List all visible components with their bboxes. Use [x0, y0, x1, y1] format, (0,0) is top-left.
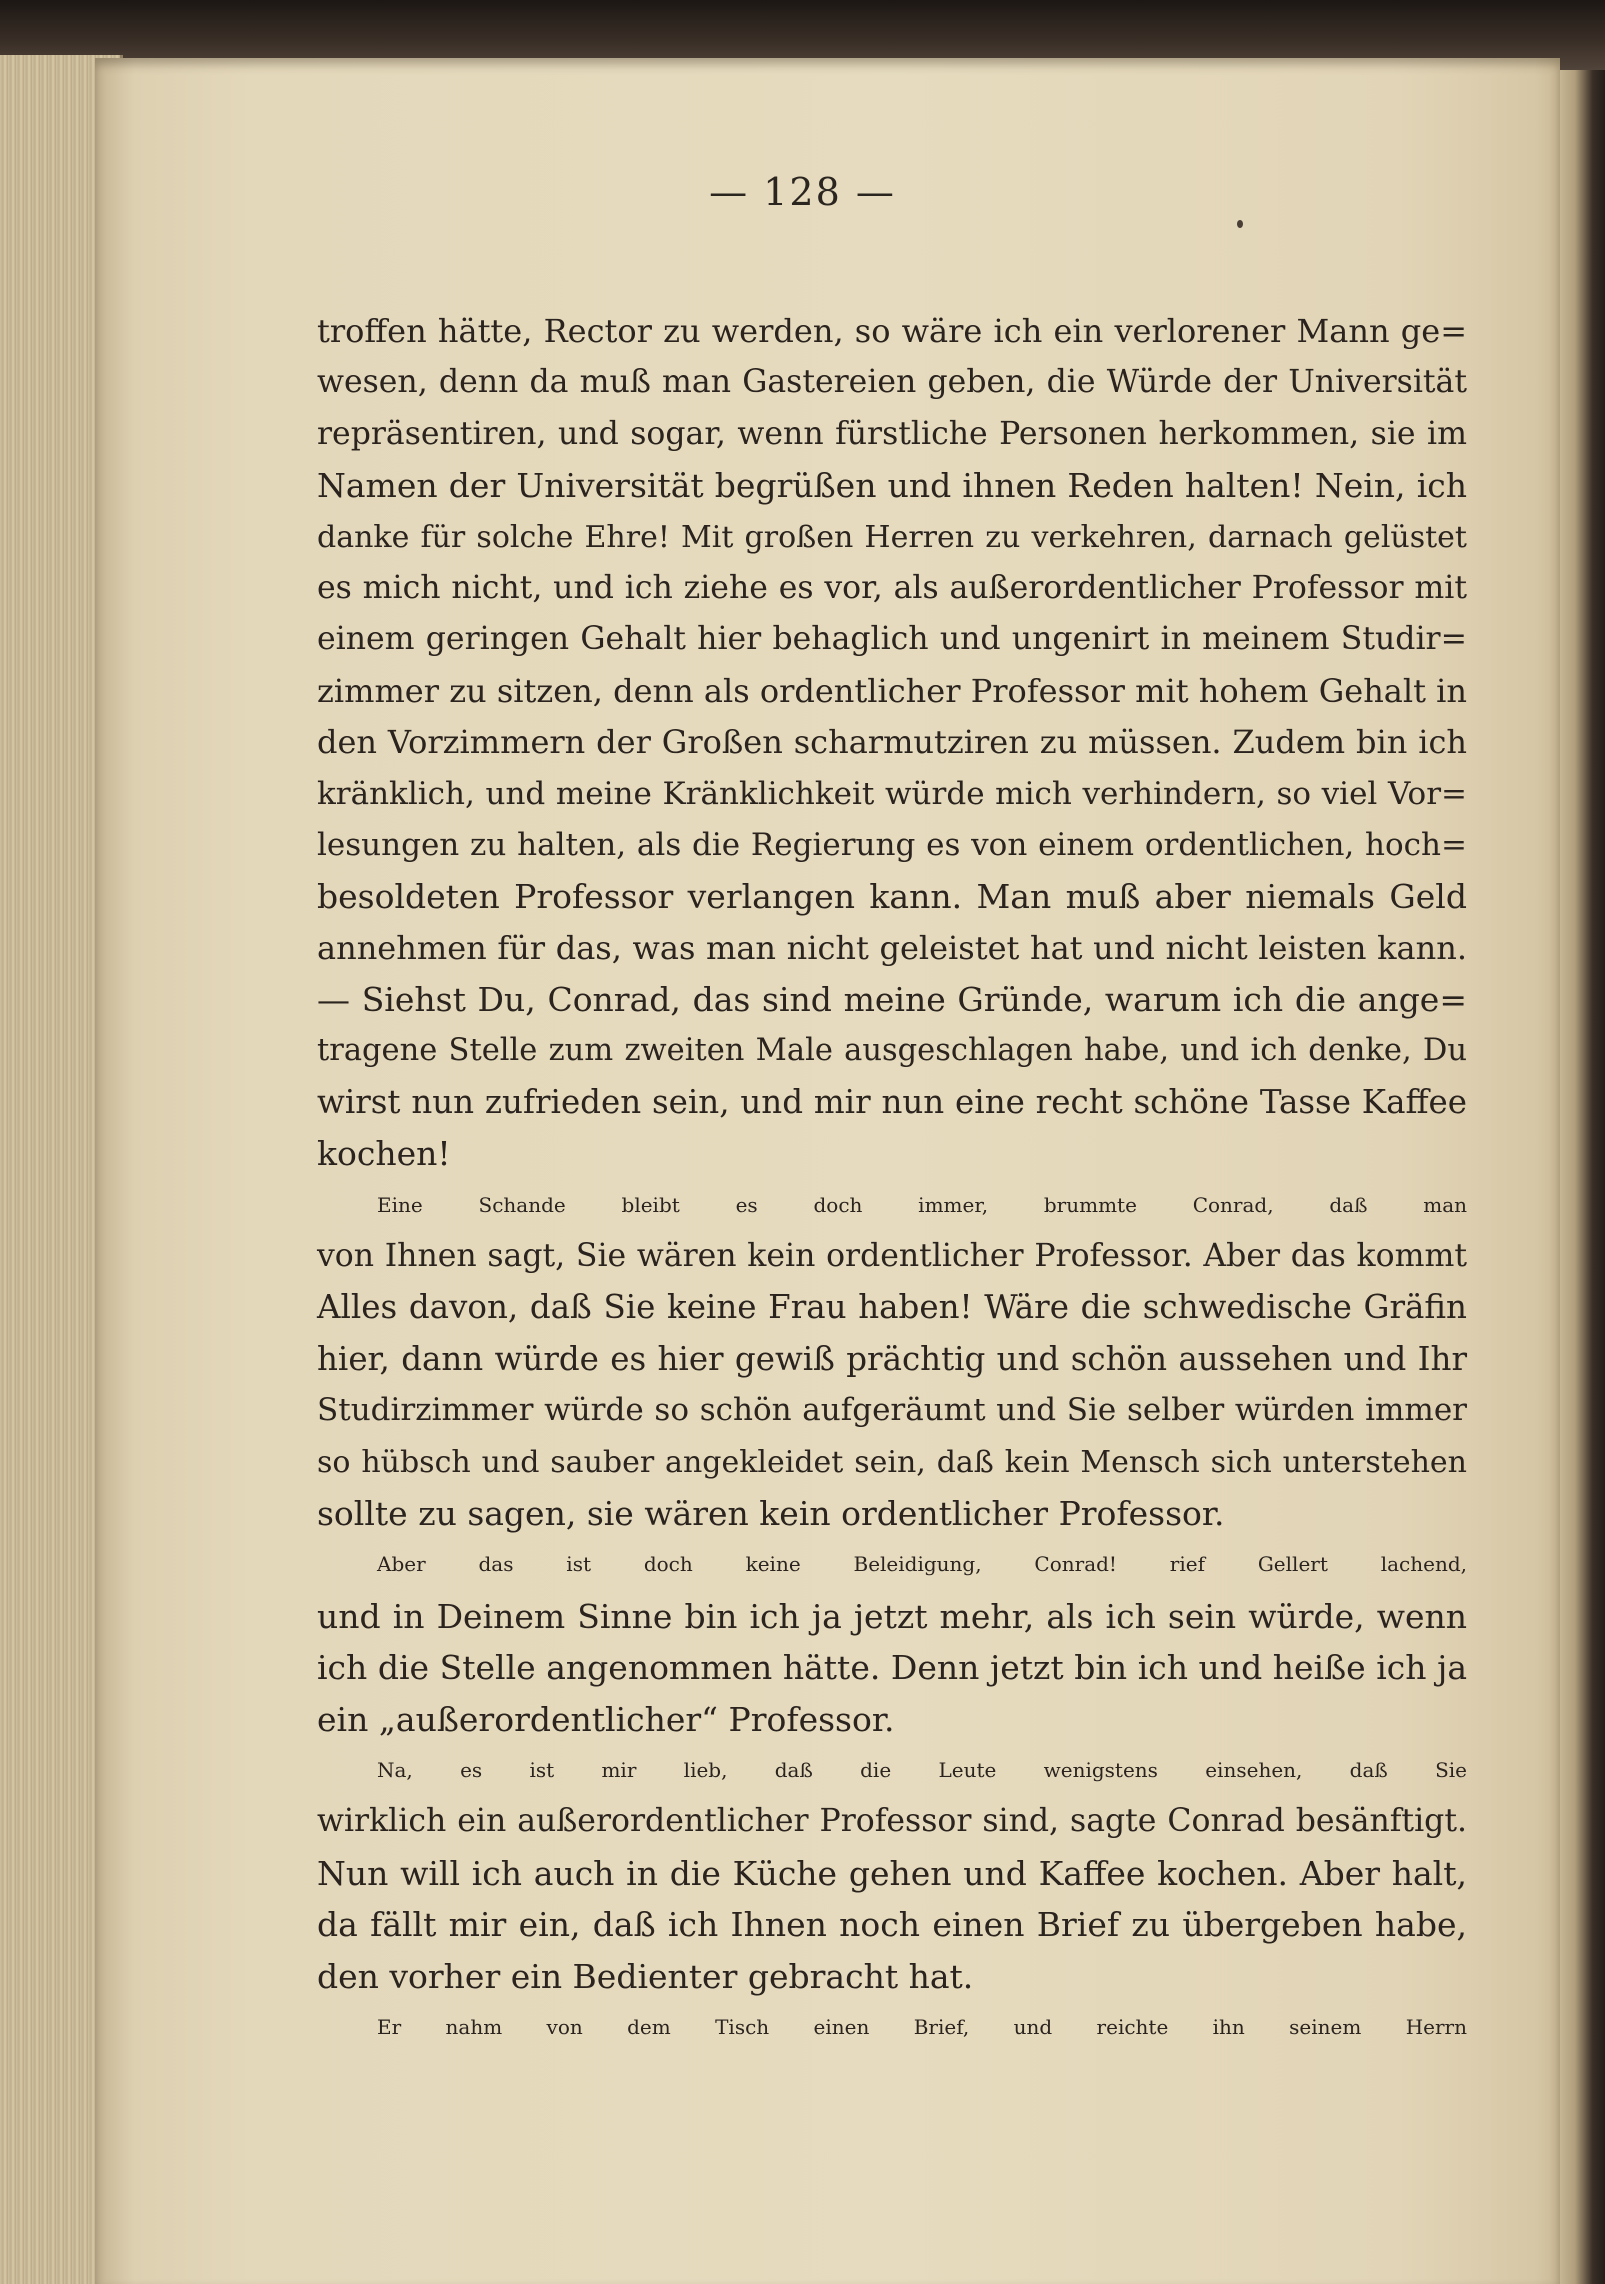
text-line: tragene Stelle zum zweiten Male ausgeschlagen habe, und ich denke, Du: [317, 1033, 1467, 1069]
text-line: es mich nicht, und ich ziehe es vor, als außerordentlicher Professor mit: [317, 569, 1467, 606]
text-line: repräsentiren, und sogar, wenn fürstliche Personen herkommen, sie im: [317, 415, 1467, 452]
text-line: einem geringen Gehalt hier behaglich und ungenirt in meinem Studir=: [317, 621, 1467, 658]
text-line: kochen!: [317, 1134, 451, 1174]
text-line: Nun will ich auch in die Küche gehen und Kaffee kochen. Aber halt,: [317, 1853, 1467, 1893]
text-line: da fällt mir ein, daß ich Ihnen noch einen Brief zu übergeben habe,: [317, 1905, 1467, 1945]
text-line: — Siehst Du, Conrad, das sind meine Gründe, warum ich die ange=: [317, 980, 1467, 1020]
text-line: wesen, denn da muß man Gastereien geben, die Würde der Universität: [317, 364, 1467, 401]
text-line: Namen der Universität begrüßen und ihnen Reden halten! Nein, ich: [317, 466, 1467, 506]
text-line: kränklich, und meine Kränklichkeit würde mich verhindern, so viel Vor=: [317, 775, 1467, 812]
text-line: ich die Stelle angenommen hätte. Denn jetzt bin ich und heiße ich ja: [317, 1648, 1467, 1688]
text-line: troffen hätte, Rector zu werden, so wäre ich ein verlorener Mann ge=: [317, 312, 1467, 350]
text-line: ein „außerordentlicher“ Professor.: [317, 1699, 895, 1739]
text-line: sollte zu sagen, sie wären kein ordentlicher Professor.: [317, 1493, 1225, 1533]
text-line: Na, es ist mir lieb, daß die Leute wenigstens einsehen, daß Sie: [377, 1757, 1467, 1782]
page-number: — 128 —: [709, 170, 896, 214]
body-text: [317, 306, 1467, 2053]
text-line: danke für solche Ehre! Mit großen Herren zu verkehren, darnach gelüstet: [317, 519, 1467, 555]
text-line: den vorher ein Bedienter gebracht hat.: [317, 1956, 974, 1996]
text-line: so hübsch und sauber angekleidet sein, daß kein Mensch sich unterstehen: [317, 1444, 1467, 1480]
text-line: von Ihnen sagt, Sie wären kein ordentlicher Professor. Aber das kommt: [317, 1238, 1467, 1275]
text-line: Studirzimmer würde so schön aufgeräumt und Sie selber würden immer: [317, 1392, 1467, 1429]
text-line: und in Deinem Sinne bin ich ja jetzt mehr, als ich sein würde, wenn: [317, 1596, 1467, 1636]
text-line: Aber das ist doch keine Beleidigung, Conrad! rief Gellert lachend,: [377, 1552, 1467, 1577]
text-line: annehmen für das, was man nicht geleistet hat und nicht leisten kann.: [317, 928, 1467, 967]
page-edge-right: [1555, 70, 1605, 2284]
ink-speck: [1237, 220, 1243, 228]
text-line: Eine Schande bleibt es doch immer, brummte Conrad, daß man: [377, 1192, 1467, 1217]
text-line: wirklich ein außerordentlicher Professor sind, sagte Conrad besänftigt.: [317, 1803, 1467, 1840]
text-line: wirst nun zufrieden sein, und mir nun eine recht schöne Tasse Kaffee: [317, 1082, 1467, 1121]
text-line: hier, dann würde es hier gewiß prächtig und schön aussehen und Ihr: [317, 1339, 1467, 1378]
text-line: zimmer zu sitzen, denn als ordentlicher Professor mit hohem Gehalt in: [317, 671, 1467, 710]
text-line: besoldeten Professor verlangen kann. Man muß aber niemals Geld: [317, 877, 1467, 917]
text-line: Er nahm von dem Tisch einen Brief, und reichte ihn seinem Herrn: [377, 2014, 1467, 2039]
text-line: den Vorzimmern der Großen scharmutziren zu müssen. Zudem bin ich: [317, 723, 1467, 762]
text-line: Alles davon, daß Sie keine Frau haben! Wäre die schwedische Gräfin: [317, 1288, 1467, 1327]
text-line: lesungen zu halten, als die Regierung es von einem ordentlichen, hoch=: [317, 826, 1467, 863]
